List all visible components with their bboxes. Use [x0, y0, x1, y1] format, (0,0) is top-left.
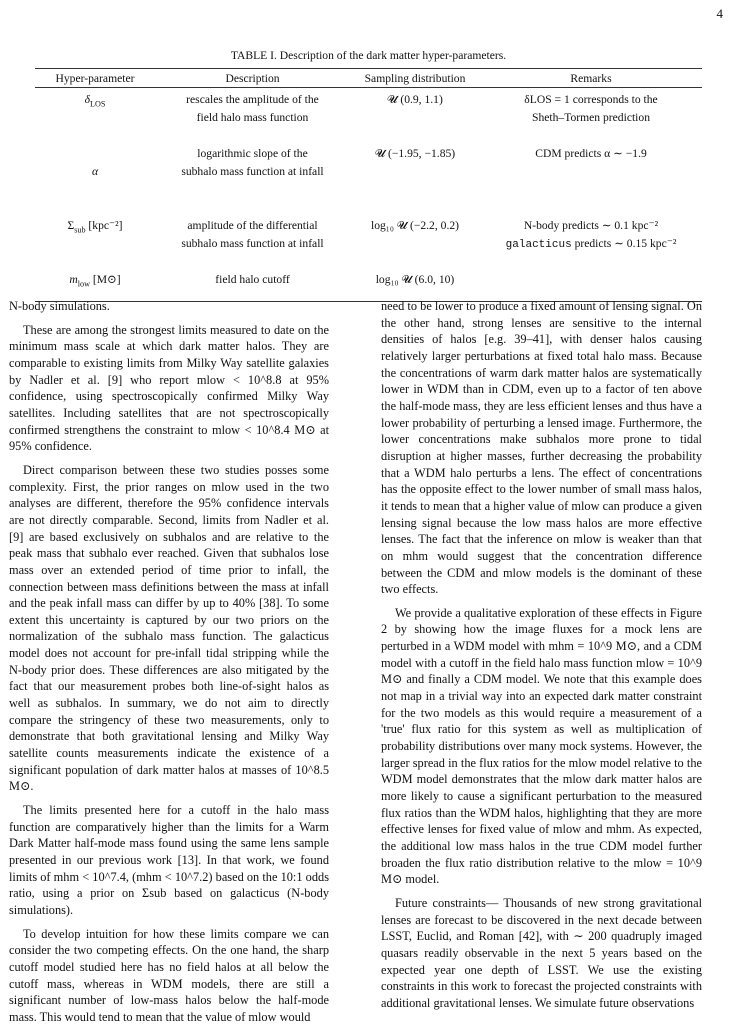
- remarks-cell: N-body predicts ∼ 0.1 kpc⁻² galacticus predicts ∼ 0.15 kpc⁻²: [505, 219, 677, 251]
- paragraph: To develop intuition for how these limits compare we can consider the two competing effects. On the one hand, the sharp cutoff model studied here has no field halos at all below the cutoff mass, whereas in WDM models, there are still a significant number of low-mass halos below the half-mode mass. This would tend to mean that the value of mlow would: [9, 926, 329, 1024]
- paragraph: We provide a qualitative exploration of these effects in Figure 2 by showing how the image fluxes for a mock lens are perturbed in a WDM model with mhm = 10^9 M⊙, and a CDM model with a cutoff in the field halo mass function mlow = 10^9 M⊙ and finally a CDM model. We note that this example does not map in a trivial way into an expected dark matter constraint for the two models as this would require a measurement of a 'true' flux ratio for this system as well as multiplication of probability distributions over many mock systems. However, the larger spread in the flux ratios for the mlow model relative to the WDM model demonstrates that the mlow dark matter halos are more likely to cause a significant perturbation to the measured flux ratios than the WDM halos, highlighting that they are more effective lenses for fixed value of mlow and mhm. As expected, the additional low mass halos in the true CDM model further broaden the flux ratio distribution relative to the mlow = 10^9 M⊙ model.: [381, 605, 702, 887]
- header-description: Description: [155, 69, 350, 88]
- remarks-cell: CDM predicts α ∼ −1.9: [535, 147, 647, 160]
- header-sampling-distribution: Sampling distribution: [350, 69, 480, 88]
- table-row: [35, 145, 702, 217]
- description-cell: rescales the amplitude of the field halo mass function: [186, 93, 319, 124]
- page-number: 4: [716, 6, 723, 21]
- table-caption: TABLE I. Description of the dark matter hyper-parameters.: [230, 49, 507, 62]
- left-column: [9, 298, 329, 1033]
- paragraph: These are among the strongest limits measured to date on the minimum mass scale at which dark matter halos. They are comparable to existing limits from Milky Way satellite galaxies by Nadler et al. [9] who report mlow < 10^8.8 at 95% confidence, using spectroscopically confirmed Milky Way satellites. Including satellites that are not spectroscopically confirmed strengthens the constraint to mlow < 10^8.4 M⊙ at 95% confidence.: [9, 322, 329, 454]
- table-row: [35, 217, 702, 271]
- description-cell: logarithmic slope of the subhalo mass function at infall: [181, 147, 324, 178]
- paragraph: The limits presented here for a cutoff in the halo mass function are comparatively higher than the limits for a Warm Dark Matter half-mode mass found using the same lens sample presented in our previous work [13]. In that work, we found limits of mhm < 10^7.4, (mhm < 10^7.2) based on the 10:1 odds ratio, using a prior on Σsub based on galacticus (N-body simulations).: [9, 803, 329, 917]
- distribution-cell: log₁₀ 𝓤 (6.0, 10): [350, 271, 480, 302]
- remarks-cell: δLOS = 1 corresponds to the Sheth–Tormen prediction: [524, 93, 658, 124]
- table-row: [35, 88, 702, 146]
- paragraph: Future constraints— Thousands of new strong gravitational lenses are forecast to be discovered in the next decade between LSST, Euclid, and Roman [42], with ∼ 200 quadruply imaged quasars readily observable in the next 5 years based on the expected year one depth of LSST. We use the existing constraints in this work to forecast the projected constraints with additional gravitational lenses. We simulate future observations: [381, 895, 702, 1010]
- description-cell: amplitude of the differential subhalo mass function at infall: [181, 219, 324, 250]
- param-cell: $\delta_{LOS}$: [84, 93, 106, 109]
- hyper-parameter-table: [35, 68, 702, 302]
- description-cell: field halo cutoff: [155, 271, 350, 302]
- table-row: [35, 271, 702, 302]
- paragraph: Direct comparison between these two studies posses some complexity. First, the prior ranges on mlow used in the two analyses are different, therefore the 95% confidence intervals are not directly comparable. Second, limits from Nadler et al. [9] are based exclusively on subhalos and are relative to the peak mass that subhalo ever reached. Given that subhalos lose mass over an extended period of time prior to infall, the connection between mass definitions between the mass at infall and the peak infall mass can differ by up to 40% [38]. To some extent this uncertainty is captured by our two priors on the normalization of the subhalo mass function. The galacticus model does not account for pre-infall tidal stripping while the N-body prior does. These differences are also mitigated by the fact that our measurement probes both line-of-sight halos as well as subhalos. In summary, we do not aim to directly compare the stringency of these two measurements, only to demonstrate that both gravitational lensing and Milky Way satellite counts measurements indicate the existence of a significant population of dark matter halos at masses of 10^8.5 M⊙.: [9, 462, 329, 794]
- param-cell: $\Sigma_{sub}$ [kpc⁻²]: [67, 219, 123, 235]
- right-column: [381, 298, 702, 1019]
- header-remarks: Remarks: [480, 69, 702, 88]
- distribution-cell: log₁₀ 𝓤 (−2.2, 0.2): [370, 219, 460, 232]
- table-header-row: [35, 69, 702, 88]
- distribution-cell: 𝓤 (0.9, 1.1): [387, 93, 443, 106]
- param-cell: α: [91, 165, 99, 178]
- remarks-cell: [480, 271, 702, 302]
- paragraph: N-body simulations.: [9, 299, 110, 313]
- distribution-cell: 𝓤 (−1.95, −1.85): [374, 147, 456, 160]
- header-hyper-parameter: Hyper-parameter: [35, 69, 155, 88]
- param-cell: $m_{low}$ [M⊙]: [35, 271, 155, 302]
- paragraph: need to be lower to produce a fixed amount of lensing signal. On the other hand, strong lenses are sensitive to the internal densities of halos [e.g. 39–41], with denser halos causing relatively larger perturbations at fixed total halo mass. Because the concentrations of warm dark matter halos are systematically lower in WDM than in CDM, even up to a factor of ten above the half-mode mass, they are less efficient lenses and thus have a lower probability of perturbing a lensed image. Furthermore, the lower concentrations make subhalos more prone to tidal disruption at higher masses, further decreasing the probability that a WDM halo perturbs a lens. The effect of concentrations has the opposite effect to the lower number of small mass halos, it tends to mean that a higher value of mlow can produce a given lensing signal because the low mass halos are more effective lenses. The fact that the inference on mlow is weaker than that on mhm would suggest that the concentration difference between the CDM and mlow models is the dominant of these two effects.: [381, 299, 702, 597]
